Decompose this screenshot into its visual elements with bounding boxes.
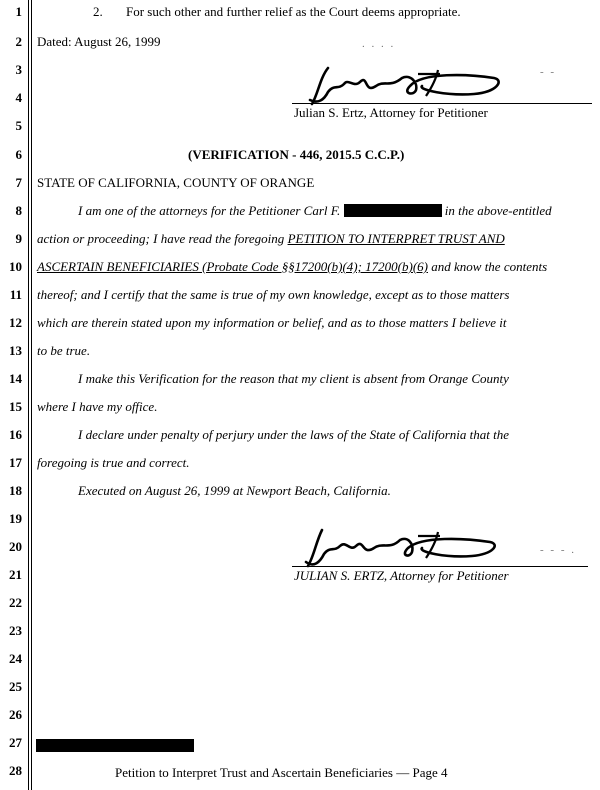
line-number: 4	[15, 90, 22, 105]
left-margin-rule	[28, 0, 29, 790]
document-title-reference: ASCERTAIN BENEFICIARIES (Probate Code §§17200(b)(4); 17200(b)(6)	[37, 259, 428, 274]
verification-paragraph-line: I make this Verification for the reason that my client is absent from Orange County	[78, 371, 509, 386]
line-number: 24	[9, 651, 22, 666]
line-number: 8	[15, 203, 22, 218]
line-number: 9	[15, 231, 22, 246]
line-number: 20	[9, 539, 22, 554]
verification-paragraph-line: foregoing is true and correct.	[37, 455, 190, 470]
line-number: 16	[9, 427, 22, 442]
verification-text: in the above-entitled	[444, 203, 552, 218]
dated-line: Dated: August 26, 1999	[37, 34, 161, 49]
line-number: 5	[15, 118, 22, 133]
prayer-number: 2.	[93, 4, 103, 19]
signature-line-2	[292, 566, 588, 567]
verification-text: action or proceeding; I have read the foregoing	[37, 231, 285, 246]
redaction-bar	[36, 739, 194, 752]
signature-name-1: Julian S. Ertz, Attorney for Petitioner	[294, 105, 488, 120]
signature-name-2: JULIAN S. ERTZ, Attorney for Petitioner	[294, 568, 509, 583]
scan-specks: - - - .	[540, 544, 576, 556]
page-footer: Petition to Interpret Trust and Ascertain Beneficiaries — Page 4	[115, 765, 448, 780]
line-number: 19	[9, 511, 22, 526]
line-number: 1	[15, 4, 22, 19]
line-number: 25	[9, 679, 22, 694]
line-number: 3	[15, 62, 22, 77]
line-number: 11	[9, 287, 22, 302]
redaction-bar	[344, 204, 442, 217]
venue-line: STATE OF CALIFORNIA, COUNTY OF ORANGE	[37, 175, 315, 190]
line-number: 15	[9, 399, 22, 414]
verification-paragraph-line	[37, 231, 505, 247]
verification-paragraph-line: I declare under penalty of perjury under the laws of the State of California that the	[78, 427, 509, 442]
line-number: 27	[9, 735, 22, 750]
verification-paragraph-line: which are therein stated upon my information or belief, and as to those matters I believe it	[37, 315, 507, 330]
left-margin-rule-inner	[31, 0, 32, 790]
line-number: 6	[15, 147, 22, 162]
verification-text: and know the contents	[431, 259, 548, 274]
verification-text: I am one of the attorneys for the Petitioner Carl F.	[78, 203, 341, 218]
line-number: 21	[9, 567, 22, 582]
line-number: 26	[9, 707, 22, 722]
line-number: 17	[9, 455, 22, 470]
line-number: 7	[15, 175, 22, 190]
line-number: 13	[9, 343, 22, 358]
line-number: 2	[15, 34, 22, 49]
line-number: 23	[9, 623, 22, 638]
line-number: 18	[9, 483, 22, 498]
line-number: 14	[9, 371, 22, 386]
verification-paragraph-line: where I have my office.	[37, 399, 158, 414]
verification-paragraph-line: thereof; and I certify that the same is true of my own knowledge, except as to those matters	[37, 287, 510, 302]
prayer-text: For such other and further relief as the Court deems appropriate.	[126, 4, 461, 19]
verification-paragraph-line	[78, 203, 552, 219]
verification-paragraph-line	[37, 259, 547, 275]
line-number: 10	[9, 259, 22, 274]
line-number: 22	[9, 595, 22, 610]
scan-specks: - -	[540, 66, 557, 78]
verification-heading: (VERIFICATION - 446, 2015.5 C.C.P.)	[188, 147, 405, 162]
signature-line-1	[292, 103, 592, 104]
verification-paragraph-line: to be true.	[37, 343, 91, 358]
line-number: 28	[9, 763, 22, 778]
scan-specks: . . . .	[362, 38, 396, 50]
executed-line: Executed on August 26, 1999 at Newport Beach, California.	[78, 483, 391, 498]
line-number: 12	[9, 315, 22, 330]
document-title-reference: PETITION TO INTERPRET TRUST AND	[287, 231, 505, 246]
